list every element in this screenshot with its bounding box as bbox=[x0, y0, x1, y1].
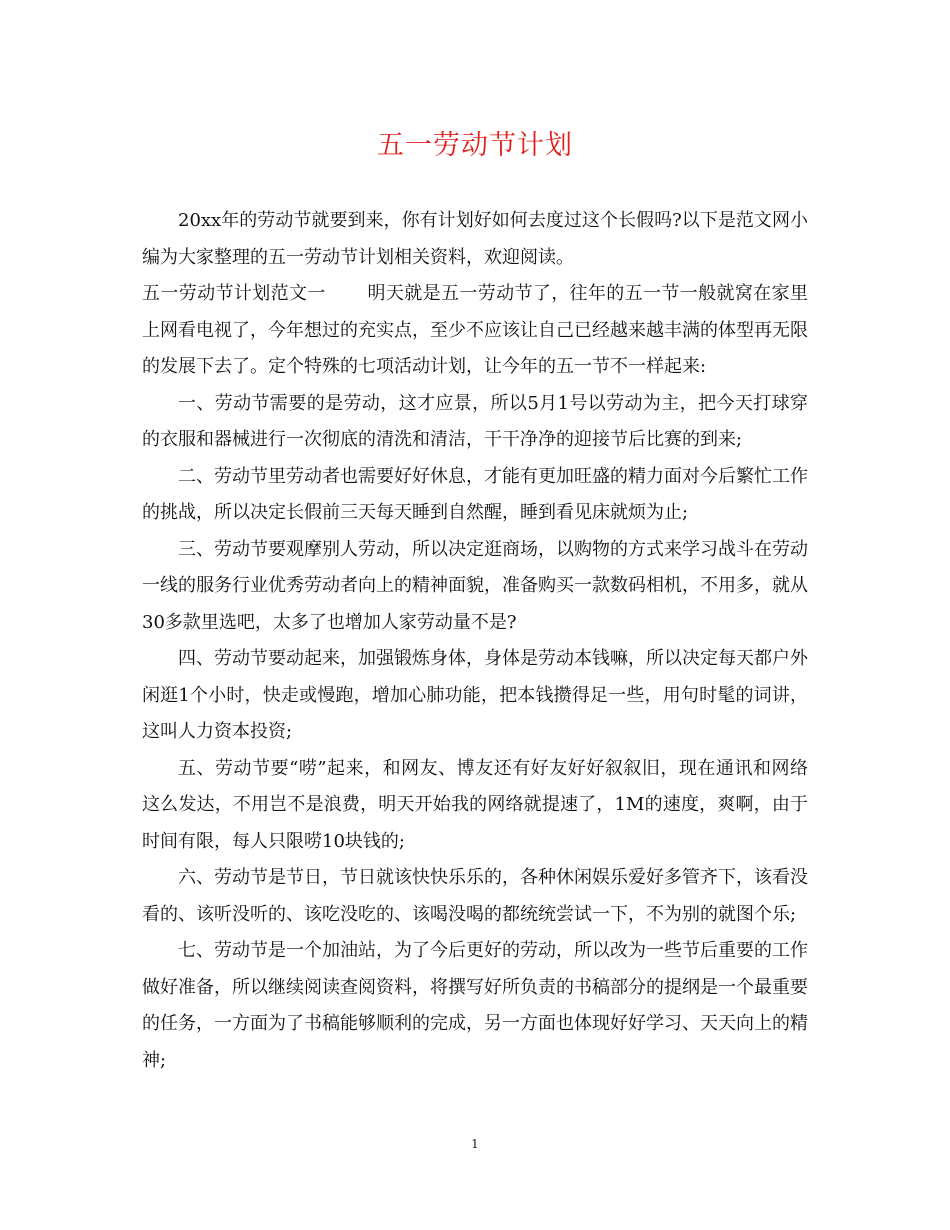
document-body bbox=[142, 203, 808, 1079]
plan-item-3: 三、劳动节要观摩别人劳动，所以决定逛商场，以购物的方式来学习战斗在劳动一线的服务行业优秀劳动者向上的精神面貌，准备购买一款数码相机，不用多，就从30多款里选吧，太多了也增加人家劳动量不是? bbox=[142, 538, 808, 633]
plan-item-6: 六、劳动节是节日，节日就该快快乐乐的，各种休闲娱乐爱好多管齐下，该看没看的、该听没听的、该吃没吃的、该喝没喝的都统统尝试一下，不为别的就图个乐; bbox=[142, 867, 808, 925]
plan-item-1: 一、劳动节需要的是劳动，这才应景，所以5月1号以劳动为主，把今天打球穿的衣服和器械进行一次彻底的清洗和清洁，干干净净的迎接节后比赛的到来; bbox=[142, 392, 808, 450]
plan-item-4: 四、劳动节要动起来，加强锻炼身体，身体是劳动本钱嘛，所以决定每天都户外闲逛1个小时，快走或慢跑，增加心肺功能，把本钱攒得足一些，用句时髦的词讲，这叫人力资本投资; bbox=[142, 648, 808, 742]
section-paragraph bbox=[142, 276, 808, 386]
section-heading: 五一劳动节计划范文一 bbox=[142, 283, 326, 304]
page-number: 1 bbox=[471, 1137, 479, 1151]
intro-paragraph: 20xx年的劳动节就要到来，你有计划好如何去度过这个长假吗?以下是范文网小编为大家整理的五一劳动节计划相关资料，欢迎阅读。 bbox=[142, 210, 808, 268]
plan-item-5: 五、劳动节要“唠”起来，和网友、博友还有好友好好叙叙旧，现在通讯和网络这么发达，不用岂不是浪费，明天开始我的网络就提速了，1M的速度，爽啊，由于时间有限，每人只限唠10块钱的; bbox=[142, 757, 808, 852]
plan-item-7: 七、劳动节是一个加油站，为了今后更好的劳动，所以改为一些节后重要的工作做好准备，所以继续阅读查阅资料，将撰写好所负责的书稿部分的提纲是一个最重要的任务，一方面为了书稿能够顺利的完成，另一方面也体现好好学习、天天向上的精神; bbox=[142, 940, 808, 1071]
plan-item-2: 二、劳动节里劳动者也需要好好休息，才能有更加旺盛的精力面对今后繁忙工作的挑战，所以决定长假前三天每天睡到自然醒，睡到看见床就烦为止; bbox=[142, 465, 808, 523]
document-title: 五一劳动节计划 bbox=[377, 130, 573, 161]
section-opening: 明天就是五一劳动节了，往年的五一节一般就窝在家里上网看电视了，今年想过的充实点，至少不应该让自己已经越来越丰满的体型再无限的发展下去了。定个特殊的七项活动计划，让今年的五一节不一样起来: bbox=[142, 283, 809, 377]
